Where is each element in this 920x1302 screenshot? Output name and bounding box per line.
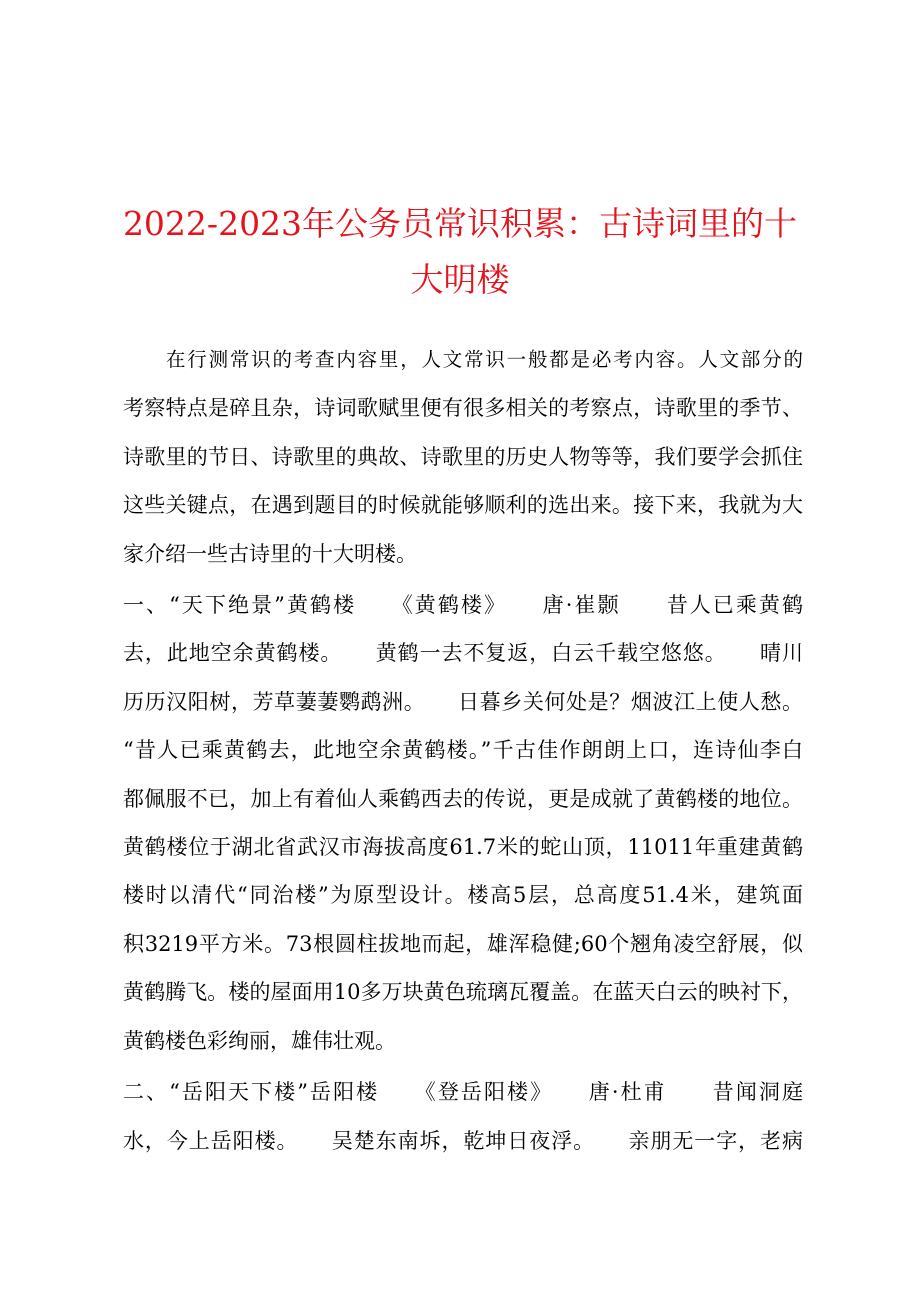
section-2-paragraph	[123, 1068, 803, 1165]
text-line: 都佩服不已，加上有着仙人乘鹤西去的传说，更是成就了黄鹤楼的地位。	[123, 786, 803, 811]
text-line: 黄鹤楼色彩绚丽，雄伟壮观。	[123, 1028, 396, 1053]
text-line: 二、“岳阳天下楼”岳阳楼 《登岳阳楼》 唐·杜甫 昔闻洞庭	[123, 1080, 803, 1105]
page-title	[100, 196, 820, 308]
text-line: 积3219平方米。73根圆柱拔地而起，雄浑稳健;60个翘角凌空舒展，似	[123, 931, 803, 956]
text-line: 考察特点是碎且杂，诗词歌赋里便有很多相关的考察点，诗歌里的季节、	[123, 396, 803, 421]
section-1-paragraph	[123, 581, 803, 1065]
text-line: 去，此地空余黄鹤楼。 黄鹤一去不复返，白云千载空悠悠。 晴川	[123, 641, 803, 666]
intro-paragraph	[123, 336, 803, 578]
text-line: 家介绍一些古诗里的十大明楼。	[123, 541, 417, 566]
title-line: 大明楼	[410, 260, 510, 299]
text-line: 楼时以清代“同治楼”为原型设计。楼高5层，总高度51.4米，建筑面	[123, 883, 803, 908]
text-line: 一、“天下绝景”黄鹤楼 《黄鹤楼》 唐·崔颢 昔人已乘黄鹤	[123, 593, 803, 618]
article-body	[123, 336, 803, 1165]
text-line: 水，今上岳阳楼。 吴楚东南坼，乾坤日夜浮。 亲朋无一字，老病	[123, 1128, 803, 1153]
text-line: 这些关键点，在遇到题目的时候就能够顺利的选出来。接下来，我就为大	[123, 493, 803, 518]
text-line: 在行测常识的考查内容里，人文常识一般都是必考内容。人文部分的	[166, 348, 803, 371]
text-line: 黄鹤楼位于湖北省武汉市海拔高度61.7米的蛇山顶，11011年重建黄鹤	[123, 835, 803, 860]
text-line: “昔人已乘黄鹤去，此地空余黄鹤楼。”千古佳作朗朗上口，连诗仙李白	[123, 738, 803, 763]
text-line: 历历汉阳树，芳草萋萋鹦鹉洲。 日暮乡关何处是？烟波江上使人愁。	[123, 689, 803, 714]
text-line: 诗歌里的节日、诗歌里的典故、诗歌里的历史人物等等，我们要学会抓住	[123, 444, 803, 469]
title-line: 2022-2023年公务员常识积累：古诗词里的十	[122, 204, 798, 243]
text-line: 黄鹤腾飞。楼的屋面用10多万块黄色琉璃瓦覆盖。在蓝天白云的映衬下，	[123, 980, 803, 1005]
